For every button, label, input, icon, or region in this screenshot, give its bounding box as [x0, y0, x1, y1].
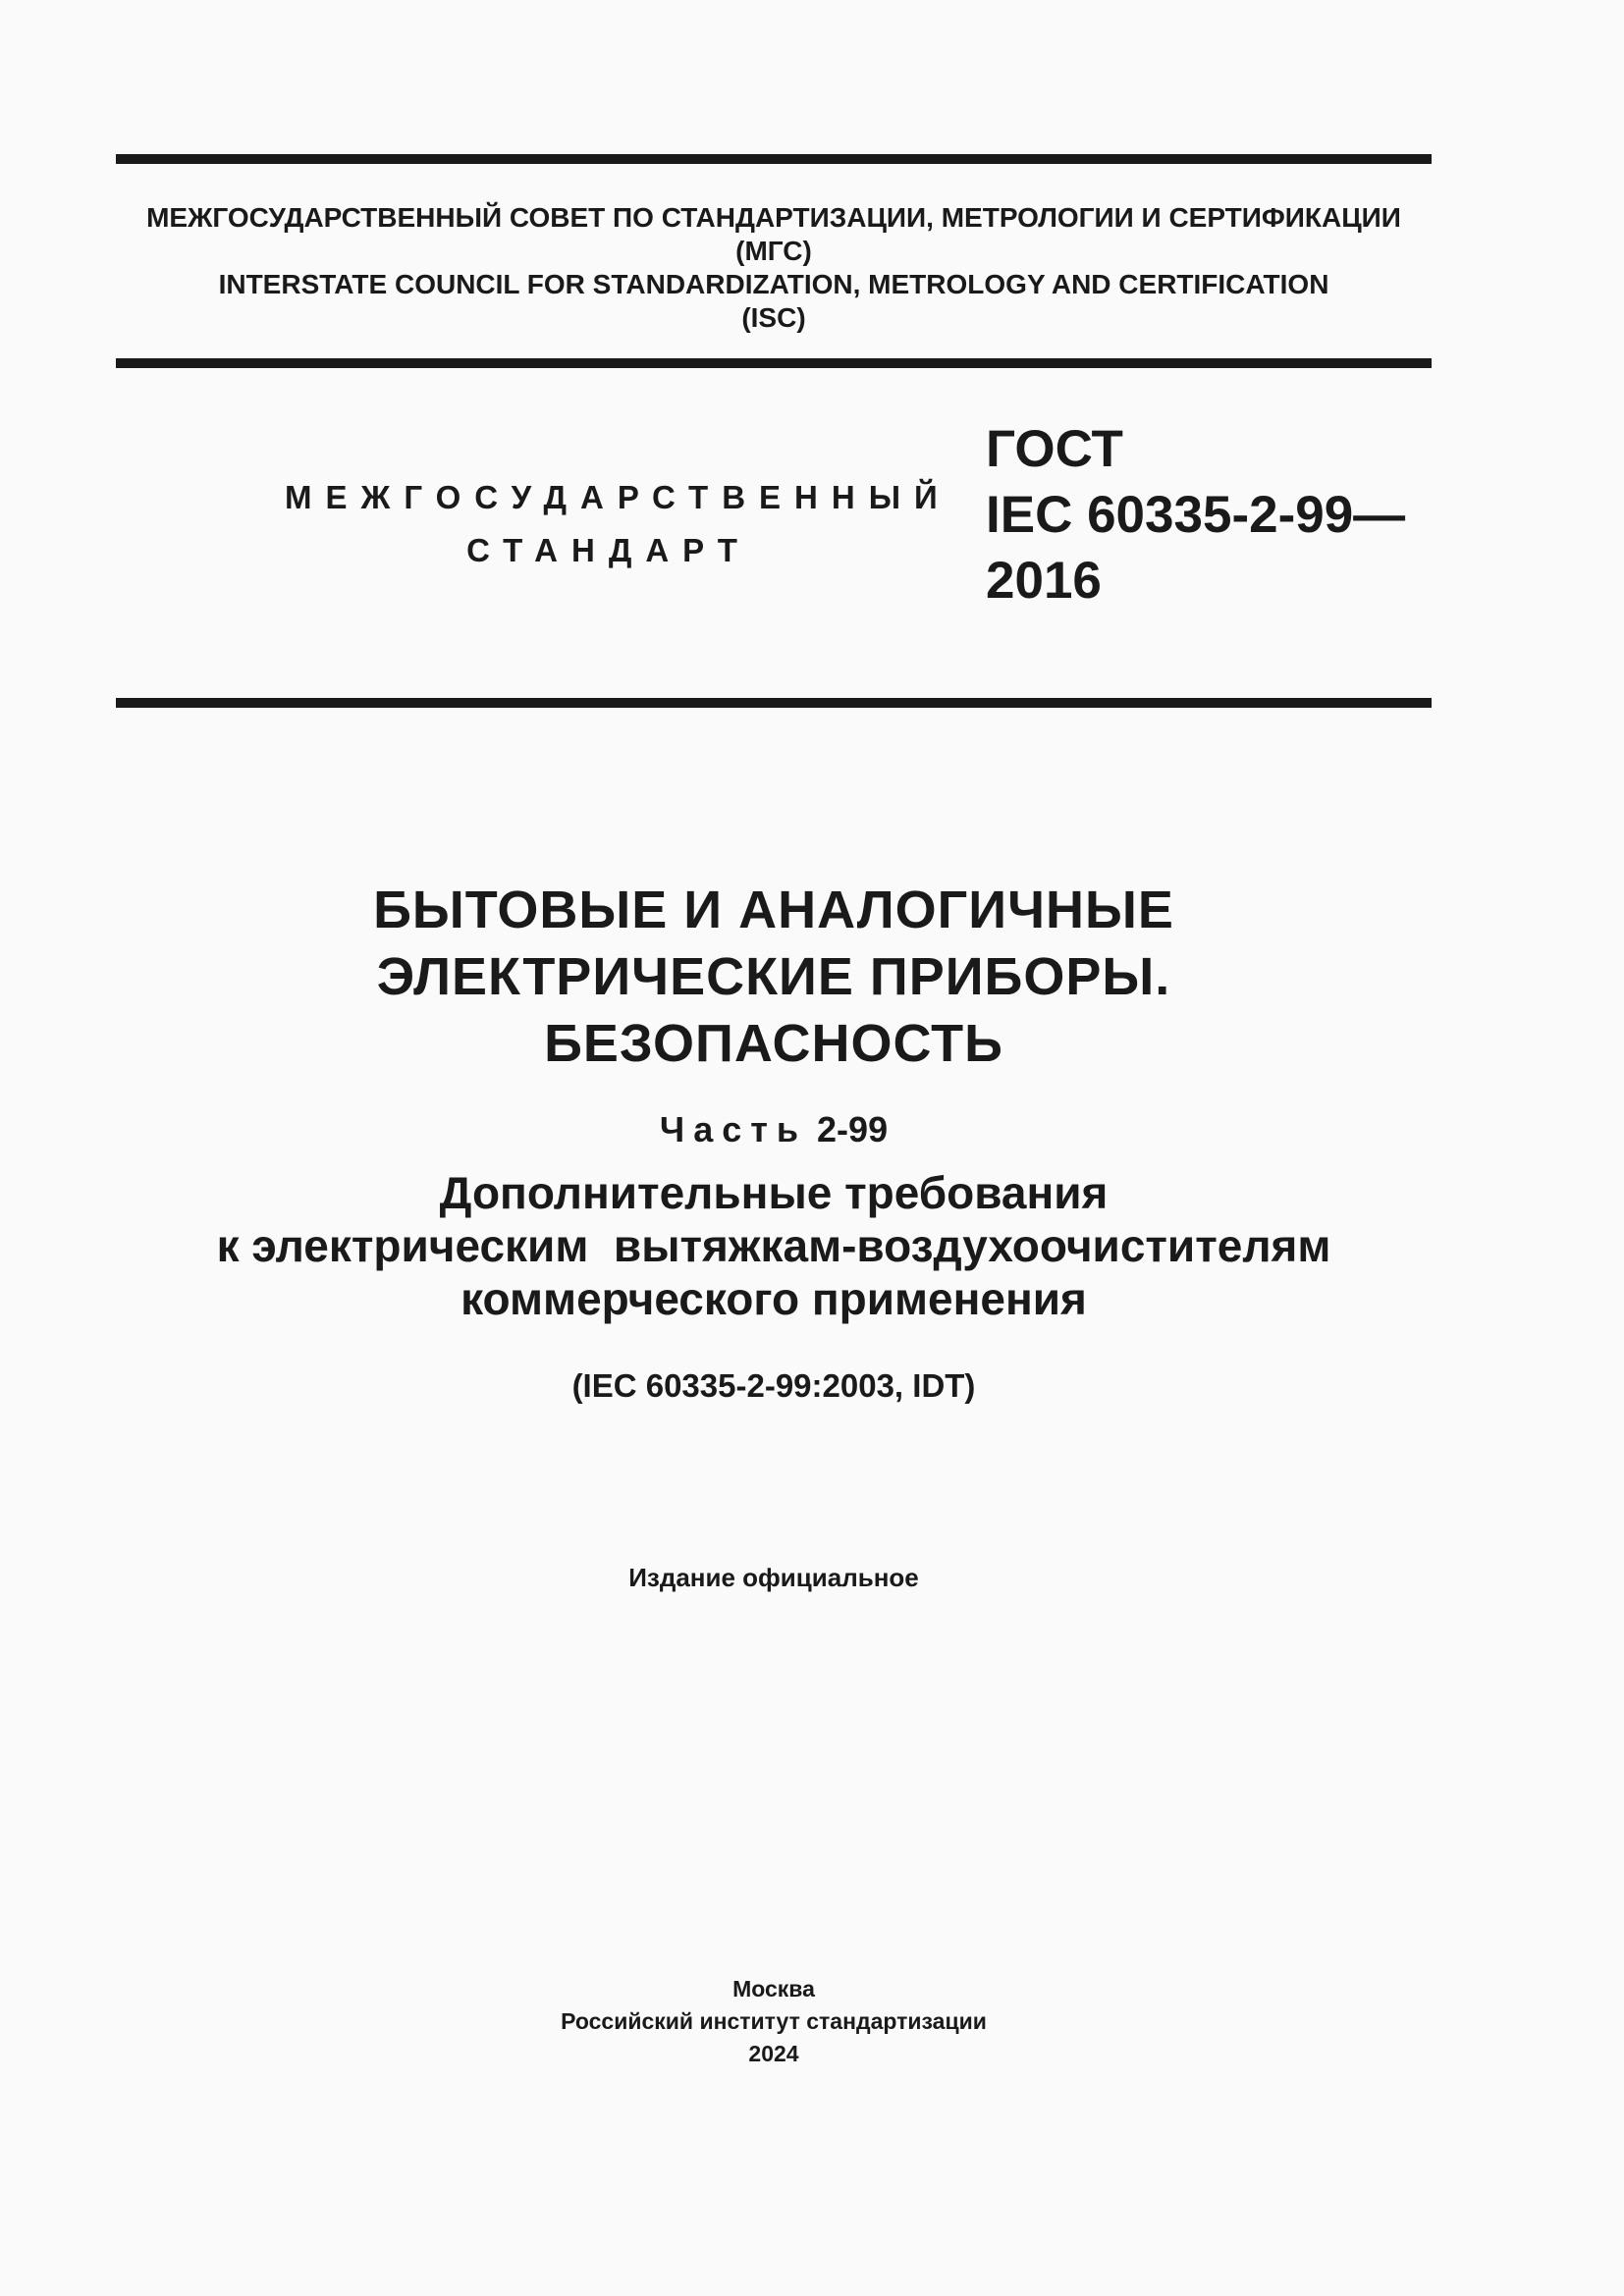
- standard-kind: [285, 471, 951, 577]
- header-rule: [116, 358, 1432, 368]
- standard-code: [986, 416, 1405, 614]
- imprint-city: Москва: [732, 1976, 815, 2002]
- title-line3: БЕЗОПАСНОСТЬ: [544, 1014, 1003, 1073]
- title-line1: БЫТОВЫЕ И АНАЛОГИЧНЫЕ: [373, 881, 1174, 939]
- top-rule: [116, 154, 1432, 164]
- imprint-publisher: Российский институт стандартизации: [561, 2008, 987, 2034]
- subtitle-line3: коммерческого применения: [460, 1273, 1087, 1324]
- subtitle-line2: к электрическим вытяжкам-воздухоочистителям: [216, 1220, 1331, 1271]
- designation-rule: [116, 698, 1432, 708]
- edition-note: Издание официальное: [628, 1563, 919, 1592]
- standard-code-line2: IEC 60335-2-99—: [986, 486, 1406, 544]
- council-name-ru: МЕЖГОСУДАРСТВЕННЫЙ СОВЕТ ПО СТАНДАРТИЗАЦИИ, МЕТРОЛОГИИ И СЕРТИФИКАЦИИ: [146, 202, 1401, 233]
- standard-code-line1: ГОСТ: [986, 420, 1123, 478]
- part-number: 2-99: [817, 1109, 889, 1149]
- imprint: [116, 1973, 1432, 2070]
- council-abbr-ru: (МГС): [735, 236, 812, 266]
- iec-reference: (IEC 60335-2-99:2003, IDT): [571, 1367, 976, 1404]
- standard-kind-line1: МЕЖГОСУДАРСТВЕННЫЙ: [285, 479, 951, 515]
- part-heading: [116, 1108, 1432, 1151]
- council-header: [116, 201, 1432, 335]
- document-subtitle: [116, 1166, 1432, 1325]
- standard-code-line3: 2016: [986, 552, 1102, 610]
- council-abbr-en: (ISC): [741, 302, 806, 333]
- standard-kind-line2: СТАНДАРТ: [466, 532, 751, 568]
- document-title: [116, 877, 1432, 1077]
- part-label: Часть: [659, 1109, 808, 1149]
- imprint-year: 2024: [748, 2041, 799, 2066]
- council-name-en: INTERSTATE COUNCIL FOR STANDARDIZATION, METROLOGY AND CERTIFICATION: [218, 269, 1329, 299]
- subtitle-line1: Дополнительные требования: [439, 1167, 1109, 1218]
- title-line2: ЭЛЕКТРИЧЕСКИЕ ПРИБОРЫ.: [376, 947, 1171, 1006]
